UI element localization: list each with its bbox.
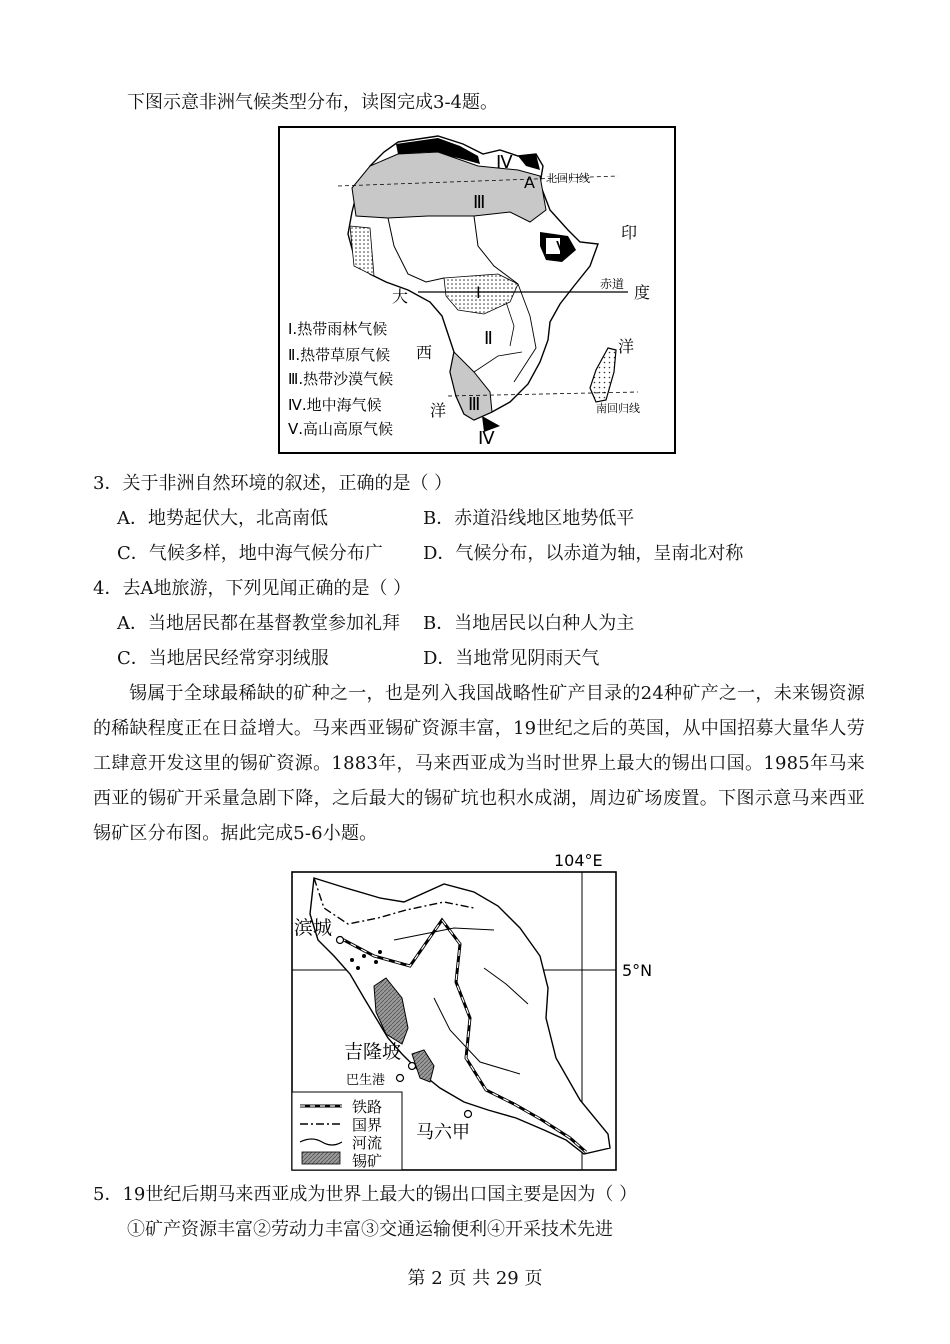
latitude-label: 5°N	[622, 961, 653, 980]
city-jilongpo: 吉隆坡	[344, 1041, 402, 1063]
label-tropic-south: 南回归线	[596, 402, 640, 415]
label-iii-south: Ⅲ	[468, 394, 481, 415]
city-bashenggang: 巴生港	[346, 1073, 386, 1088]
city-maliujia: 马六甲	[416, 1122, 470, 1143]
label-india-1: 印	[621, 223, 638, 242]
label-tropic-north: 北回归线	[546, 172, 590, 185]
label-ii: Ⅱ	[484, 328, 493, 349]
q4-option-d[interactable]: D．当地常见阴雨天气	[423, 648, 600, 669]
q4-stem: 4．去A地旅游，下列见闻正确的是（ ）	[93, 578, 412, 599]
africa-intro: 下图示意非洲气候类型分布，读图完成3-4题。	[127, 92, 498, 113]
q4-option-c[interactable]: C．当地居民经常穿羽绒服	[117, 648, 329, 669]
q4-option-a[interactable]: A．当地居民都在基督教堂参加礼拜	[117, 613, 400, 634]
label-i: Ⅰ	[476, 283, 481, 302]
label-india-3: 洋	[618, 337, 635, 356]
maliujia-marker	[465, 1111, 472, 1118]
q3-option-c[interactable]: C．气候多样，地中海气候分布广	[117, 543, 383, 564]
label-a: A	[524, 173, 535, 192]
legend-iv: Ⅳ.地中海气候	[288, 396, 382, 414]
africa-climate-map	[278, 126, 676, 454]
legend-tin: 锡矿	[352, 1152, 383, 1170]
q3-option-d[interactable]: D．气候分布，以赤道为轴，呈南北对称	[423, 543, 744, 564]
legend-ii: Ⅱ.热带草原气候	[288, 346, 391, 364]
longitude-label: 104°E	[554, 851, 603, 870]
label-india-2: 度	[634, 283, 651, 302]
legend-iii: Ⅲ.热带沙漠气候	[288, 370, 394, 388]
bashenggang-marker	[397, 1075, 404, 1082]
label-iv-north: Ⅳ	[496, 152, 513, 173]
q4-option-b[interactable]: B．当地居民以白种人为主	[423, 613, 635, 634]
legend-railway: 铁路	[352, 1098, 383, 1116]
q3-option-b[interactable]: B．赤道沿线地区地势低平	[423, 508, 635, 529]
malaysia-tin-map	[284, 848, 668, 1174]
legend-border: 国界	[352, 1116, 383, 1134]
jilongpo-marker	[409, 1063, 416, 1070]
label-atlantic-1: 大	[392, 287, 409, 306]
legend-river: 河流	[352, 1134, 383, 1152]
q5-stem: 5．19世纪后期马来西亚成为世界上最大的锡出口国主要是因为（ ）	[93, 1184, 638, 1205]
label-atlantic-2: 西	[416, 343, 433, 362]
label-atlantic-3: 洋	[430, 401, 447, 420]
label-iv-south: Ⅳ	[478, 428, 495, 449]
label-iii-north: Ⅲ	[473, 192, 486, 213]
legend-v: Ⅴ.高山高原气候	[288, 420, 394, 438]
label-equator: 赤道	[600, 277, 625, 291]
q3-stem: 3．关于非洲自然环境的叙述，正确的是（ ）	[93, 473, 453, 494]
q3-option-a[interactable]: A．地势起伏大，北高南低	[117, 508, 328, 529]
city-binxu: 滨城	[294, 917, 333, 939]
page-footer: 第 2 页 共 29 页	[407, 1268, 543, 1289]
binxu-marker	[337, 937, 344, 944]
legend-i: Ⅰ.热带雨林气候	[288, 320, 388, 338]
tin-paragraph: 锡属于全球最稀缺的矿种之一，也是列入我国战略性矿产目录的24种矿产之一，未来锡资源的稀缺程度正在日益增大。马来西亚锡矿资源丰富，19世纪之后的英国，从中国招募大量华人劳工肆意开发这里的锡矿资源。1883年，马来西亚成为当时世界上最大的锡出口国。1985年马来西亚的锡矿开采量急剧下降，之后最大的锡矿坑也积水成湖，周边矿场废置。下图示意马来西亚锡矿区分布图。据此完成5-6小题。	[93, 683, 865, 844]
q5-options: ①矿产资源丰富②劳动力丰富③交通运输便利④开采技术先进	[127, 1219, 613, 1240]
label-v: Ⅴ	[556, 238, 569, 259]
